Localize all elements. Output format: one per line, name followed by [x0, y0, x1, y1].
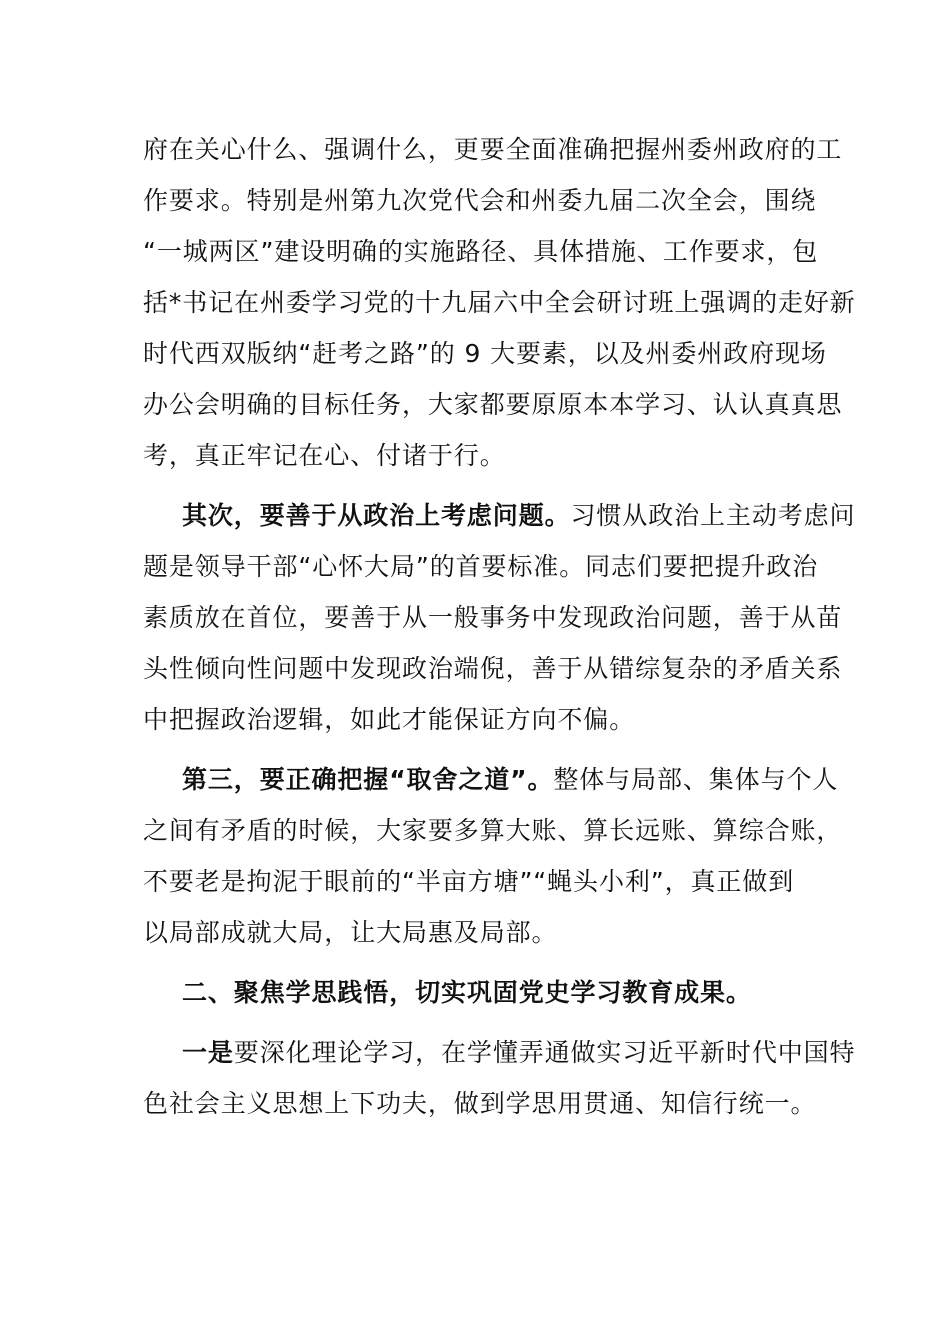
paragraph-line: 作要求。特别是州第九次党代会和州委九届二次全会，围绕	[143, 186, 817, 215]
paragraph-1	[143, 124, 856, 481]
paragraph-first-line	[143, 490, 856, 541]
paragraph-line: 素质放在首位，要善于从一般事务中发现政治问题，善于从苗	[143, 603, 843, 632]
paragraph-line: 不要老是拘泥于眼前的“半亩方塘”“蝇头小利”，真正做到	[143, 867, 795, 896]
paragraph-line: 头性倾向性问题中发现政治端倪，善于从错综复杂的矛盾关系	[143, 654, 843, 683]
paragraph-line: 办公会明确的目标任务，大家都要原原本本学习、认认真真思	[143, 390, 843, 419]
paragraph-text: 要深化理论学习，在学懂弄通做实习近平新时代中国特	[233, 1038, 856, 1067]
paragraph-first-line	[143, 754, 839, 805]
paragraph-line: 府在关心什么、强调什么，更要全面准确把握州委州政府的工	[143, 135, 843, 164]
paragraph-line: 色社会主义思想上下功夫，做到学思用贯通、知信行统一。	[143, 1089, 817, 1118]
section-heading: 二、聚焦学思践悟，切实巩固党史学习教育成果。	[182, 978, 752, 1007]
paragraph-heading: 第三，要正确把握“取舍之道”。	[182, 765, 554, 794]
paragraph-line: 考，真正牢记在心、付诸于行。	[143, 441, 506, 470]
paragraph-2	[143, 490, 856, 745]
paragraph-line: 之间有矛盾的时候，大家要多算大账、算长远账、算综合账，	[143, 816, 843, 845]
paragraph-line: 时代西双版纳“赶考之路”的 9 大要素，以及州委州政府现场	[143, 339, 827, 368]
paragraph-heading: 其次，要善于从政治上考虑问题。	[182, 501, 571, 530]
paragraph-line: 中把握政治逻辑，如此才能保证方向不偏。	[143, 705, 636, 734]
paragraph-line: 以局部成就大局，让大局惠及局部。	[143, 918, 558, 947]
document-body	[143, 124, 856, 1129]
paragraph-line: “一城两区”建设明确的实施路径、具体措施、工作要求，包	[143, 237, 819, 266]
paragraph-4	[143, 1027, 856, 1129]
paragraph-text: 整体与局部、集体与个人	[553, 765, 839, 794]
paragraph-heading: 一是	[182, 1038, 234, 1067]
paragraph-3	[143, 754, 843, 958]
paragraph-text: 习惯从政治上主动考虑问	[570, 501, 856, 530]
paragraph-line: 括*书记在州委学习党的十九届六中全会研讨班上强调的走好新	[143, 288, 856, 317]
paragraph-first-line	[143, 1027, 856, 1078]
paragraph-line: 题是领导干部“心怀大局”的首要标准。同志们要把提升政治	[143, 552, 819, 581]
